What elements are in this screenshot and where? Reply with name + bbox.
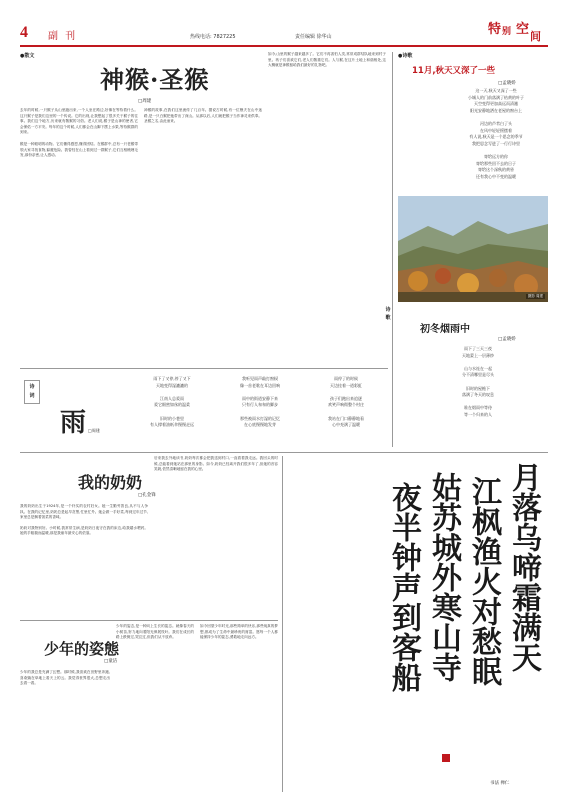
article-2-para-2: 奶奶对我特别好。小时候,我常常生病,是奶奶日夜守在我的床边,给我端水喂药。她的手粗糙而温暖,那是我童年最安心的依靠。 <box>20 525 148 536</box>
poem-winter-tag-2: 歌 <box>385 315 391 321</box>
poem-line: 旧时的屋檐下 <box>466 385 490 391</box>
poem-line: 等一个归来的人 <box>464 411 492 417</box>
poem-line: 这一天,秋天又深了一些 <box>475 88 517 93</box>
rain-poem-author: □周建 <box>88 428 100 433</box>
poem-line: 孩子们跑出来追逐 <box>330 395 362 401</box>
poem-line: 我站在门口静静地看 <box>328 415 364 421</box>
article-3-para-3: 如今回望少年时光,那些简单的快乐,那些纯真的梦想,都成为了生命中最珍贵的财富。愿每一个人都能保持少年的姿态,勇敢地走向远方。 <box>200 624 278 640</box>
poem-autumn-tag: ●诗歌 <box>398 53 413 59</box>
article-1-tag: ●散文 <box>20 53 35 59</box>
poem-line: 阳光安静地洒在老屋的窗台上 <box>470 107 522 113</box>
poem-winter-title: 初冬烟雨中 <box>420 324 470 335</box>
page-header <box>20 24 548 46</box>
hotline: 热线电话: 7827225 <box>190 34 236 40</box>
article-3-para-1: 少年的我总是充满了幻想。那时候,我喜欢在田野里奔跑,喜欢躺在草地上看天上的云。我觉得世界很大,总想走出去看一看。 <box>20 670 110 686</box>
article-3-title: 少年的姿態 <box>44 640 120 658</box>
poem-autumn-author: □孟晓娇 <box>498 81 516 86</box>
poem-line: 在心底慢慢地发芽 <box>244 422 276 428</box>
seal-stamp <box>442 754 450 762</box>
poem-line: 雨中的街道安静下来 <box>242 395 278 401</box>
rain-poem <box>20 372 388 442</box>
poem-line <box>428 359 528 366</box>
article-2-para-3: 后来我去外地读书,奶奶每次都会把我送到村口,一直看着我走远。我回头的时候,总能看到她站在那里的身影。如今,奶奶已经离开我们很多年了,但她的音容笑貌,依然清晰地留在我的心里。 <box>154 456 278 472</box>
poem-line: 落满了冬天的叹息 <box>462 392 494 398</box>
article-1-title: 神猴·圣猴 <box>100 65 210 94</box>
header-rule <box>20 45 548 47</box>
poem-autumn-body <box>444 88 548 180</box>
poem-line <box>444 114 548 121</box>
poem-line: 河边的芦苇白了头 <box>480 120 512 126</box>
rain-poem-col-1 <box>132 376 212 429</box>
poem-line: 江南人总爱雨 <box>160 395 184 401</box>
poem-line: 像一首老歌在耳边回响 <box>240 382 280 388</box>
poem-line: 有人撑着油纸伞慢慢走远 <box>150 422 194 428</box>
rain-poem-tag <box>24 380 40 404</box>
divider-bottom-right <box>282 456 283 792</box>
poem-line: 小城人的门前落满了枯黄的叶子 <box>468 94 524 100</box>
photo-caption: 摄影 周建 <box>527 294 543 298</box>
poem-line: 天边挂着一道彩虹 <box>330 382 362 388</box>
autumn-mountain-image <box>398 196 548 302</box>
divider-mid <box>20 368 388 369</box>
poem-autumn <box>398 52 548 207</box>
poem-line: 分不清哪里是尽头 <box>462 372 494 378</box>
poem-line: 有人说,秋天是一个思念的季节 <box>469 134 523 140</box>
article-1-author: □周建 <box>138 99 152 104</box>
poem-line: 山与水连在一起 <box>464 365 492 371</box>
article-1-para-1: 去年的时候,一只猴子从山里跑出来,一个人坐在路边,好像在等待着什么。这只猴子是我们这里的一个传说。它的出现,让我想起了很多关于猴子的往事。我们这个地方,历来就有敬猴的习俗。老人们说,猴子是山神的使者,它会保佑一方平安。每年的这个时候,人们都会在山脚下摆上水果,等待猴群的到来。 <box>20 108 138 135</box>
article-3-col-2 <box>116 624 194 784</box>
article-2-para-1: 我的奶奶出生于1924年,是一个朴实的农村妇女。她一生勤劳善良,从不与人争执。在我的记忆里,奶奶总是起早贪黑,忙里忙外。她会做一手好菜,每到过年过节,家里总是飘着饭菜的香味。 <box>20 504 148 520</box>
calligraphy-col-2: 江枫渔火对愁眠 <box>466 476 501 686</box>
poem-winter-tag <box>380 306 396 322</box>
landscape-photo <box>398 196 548 302</box>
poem-line: 天地变得湿漉漉的 <box>156 382 188 388</box>
article-1-col-2 <box>144 108 262 364</box>
brand-char-2: 别 <box>502 27 512 37</box>
poem-line: 我把思念写进了一行行诗里 <box>472 140 520 146</box>
brand-char-3: 空 <box>516 22 530 37</box>
poem-line: 还有我心中不变的温暖 <box>476 173 516 179</box>
article-2-title: 我的奶奶 <box>78 473 143 492</box>
article-1-para-2: 猴是一种聪明的动物。它们懂得感恩,懂得团结。在猴群中,总有一只老猴带领大家寻找食物,躲避危险。我曾经在山上看到过一群猴子,它们互相梳理毛发,那份亲密,让人感动。 <box>20 141 138 158</box>
poem-line: 雨停了的时候 <box>334 376 358 381</box>
poem-line: 雨下了又停,停了又下 <box>153 376 191 381</box>
page-number: 4 <box>20 24 28 41</box>
divider-right <box>392 52 393 447</box>
article-1-para-3: 神猴的故事,在我们这里流传了几百年。据说古时候,有一位樵夫在山中迷路,是一只白猴把他带出了深山。从那以后,人们就把猴子当作神灵来供奉。圣猴之名,由此而来。 <box>144 108 262 124</box>
poem-line: 天地蒙上一层薄纱 <box>462 352 494 358</box>
poem-line: 在风中轻轻摇摆着 <box>480 127 512 133</box>
poem-winter-author: □孟晓娇 <box>498 337 516 342</box>
article-3 <box>20 624 278 784</box>
article-3-col-1 <box>20 670 110 784</box>
editor-credit: 责任编辑 徐华山 <box>295 34 332 40</box>
article-1-para-4: 如今,山里的猴子越来越多了。它们不再害怕人类,常常成群结队地来到村子里。孩子们喜欢它们,老人们敬重它们。人与猴,在这片土地上和谐相处,这大概就是神猴留给我们最好的礼物吧。 <box>268 52 386 68</box>
poem-line: 寄给这个深秋的黄昏 <box>478 167 514 173</box>
article-3-col-3 <box>200 624 278 784</box>
poem-line <box>132 389 212 396</box>
poem-winter <box>385 306 548 446</box>
poem-line <box>306 409 386 416</box>
poem-line: 心中充满了温暖 <box>332 422 360 428</box>
poem-line: 爱它细密如丝的温柔 <box>154 402 190 408</box>
poem-line <box>444 147 548 154</box>
poem-line: 我听见雨声敲打窗棂 <box>242 376 278 381</box>
calligraphy-artwork <box>386 462 548 792</box>
poem-line <box>220 409 300 416</box>
rain-poem-tag-2: 词 <box>29 393 35 399</box>
article-2-col-2 <box>154 456 278 616</box>
brand-char-4: 间 <box>530 30 541 43</box>
poem-line <box>306 389 386 396</box>
article-3-author: □童洁 <box>104 659 118 664</box>
article-1-col-3 <box>268 52 386 364</box>
poem-line: 旧时的小巷里 <box>160 415 184 421</box>
poem-line: 寄给远方的你 <box>484 153 508 159</box>
poem-line <box>428 379 528 386</box>
poem-line: 只有行人匆匆的脚步 <box>242 402 278 408</box>
section-title: 副 刊 <box>48 31 78 42</box>
brand-logo <box>482 18 548 48</box>
article-3-para-2: 少年的姿态,是一种向上生长的姿态。就像春天的小树苗,努力地向着阳光伸展枝叶。我们在成长的路上跌倒过,哭泣过,但我们从不放弃。 <box>116 624 194 640</box>
poem-line <box>132 409 212 416</box>
rain-poem-col-2 <box>220 376 300 429</box>
poem-line: 天空变得更加高远而清澈 <box>474 101 518 107</box>
calligraphy-caption: 书法 禅仁 <box>490 781 510 786</box>
poem-line <box>220 389 300 396</box>
poem-line: 谁在烟雨中等待 <box>464 405 492 411</box>
poem-autumn-title: 11月,秋天又深了一些 <box>412 66 496 76</box>
calligraphy-col-1: 月落乌啼霜满天 <box>506 462 541 672</box>
divider-lower <box>20 452 548 453</box>
calligraphy-col-4: 夜半钟声到客船 <box>386 482 421 692</box>
divider-bottom <box>20 620 278 621</box>
rain-poem-col-3 <box>306 376 386 429</box>
poem-line: 雨下了三天三夜 <box>464 346 492 351</box>
poem-line: 那些被雨水打湿的记忆 <box>240 415 280 421</box>
poem-line: 欢笑声响彻整个村庄 <box>328 402 364 408</box>
article-2-author: □孔金锋 <box>138 493 156 498</box>
article-1 <box>20 52 388 364</box>
rain-poem-title: 雨 <box>60 408 87 438</box>
rain-poem-tag-1: 诗 <box>29 384 35 390</box>
article-1-col-1 <box>20 108 138 364</box>
article-2 <box>20 456 278 616</box>
poem-winter-body <box>428 346 528 419</box>
poem-winter-tag-1: 诗 <box>385 307 391 313</box>
brand-char-1: 特 <box>488 22 502 37</box>
article-2-col-1 <box>20 504 148 616</box>
calligraphy-col-3: 姑苏城外寒山寺 <box>426 472 461 682</box>
poem-line: 寄给那些回不去的日子 <box>476 160 516 166</box>
